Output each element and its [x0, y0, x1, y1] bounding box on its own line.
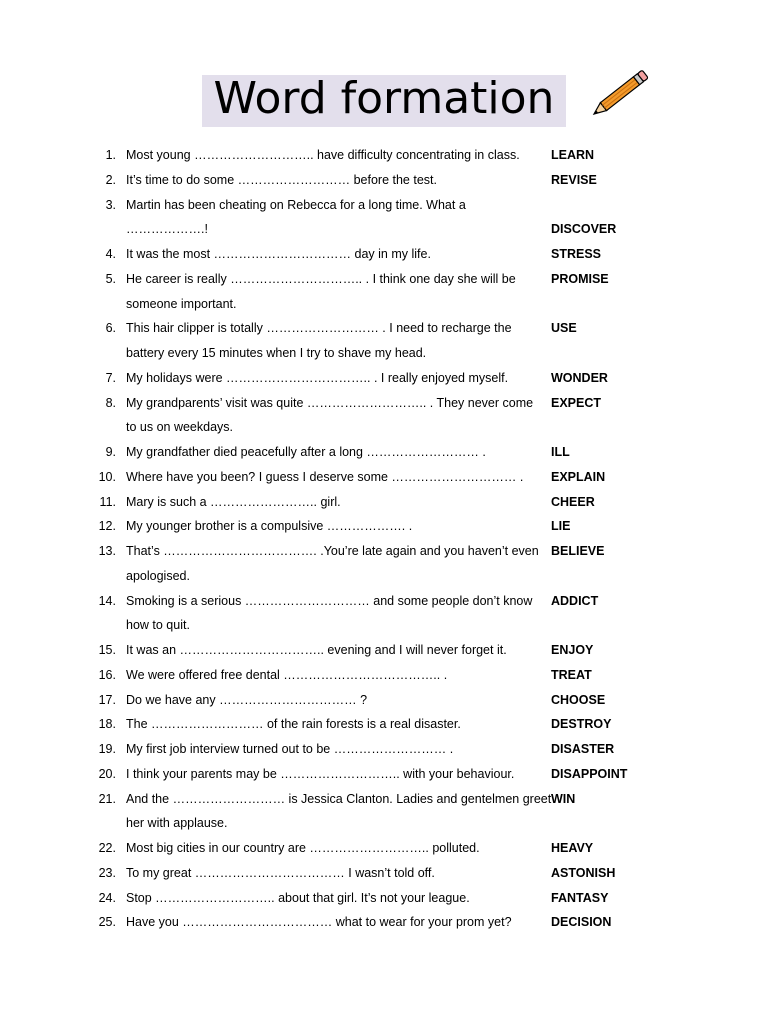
list-item	[0, 366, 768, 391]
list-item	[0, 861, 768, 886]
list-item	[0, 836, 768, 861]
item-number: 22.	[98, 841, 116, 855]
sentence-text: My holidays were …………………………….. . I really enjoyed myself.	[126, 370, 509, 385]
sentence-text: how to quit.	[126, 618, 190, 633]
sentence-text: apologised.	[126, 568, 190, 583]
item-number: 21.	[98, 791, 116, 806]
sentence-text: My first job interview turned out to be ……………………… .	[126, 742, 454, 756]
item-number: 3.	[105, 197, 116, 212]
title-highlight	[202, 75, 566, 127]
item-number: 16.	[98, 667, 116, 682]
sentence-text: That’s ………………………………. .You’re late again and you haven’t even	[126, 544, 539, 558]
list-item	[0, 688, 768, 713]
sentence-text: Have you ……………………………… what to wear for your prom yet?	[126, 915, 512, 930]
sentence-text: someone important.	[126, 296, 237, 311]
base-word: REVISE	[551, 172, 597, 187]
list-item	[0, 465, 768, 490]
pencil-icon	[588, 70, 652, 120]
list-item	[0, 762, 768, 787]
list-item	[0, 440, 768, 465]
base-word: CHOOSE	[551, 692, 606, 707]
base-word: ADDICT	[551, 593, 599, 608]
list-item	[0, 638, 768, 663]
base-word: ASTONISH	[551, 865, 616, 880]
list-item	[0, 663, 768, 688]
item-number: 11.	[99, 494, 116, 509]
item-number: 8.	[105, 395, 116, 410]
list-item	[0, 910, 768, 935]
base-word: LEARN	[551, 148, 595, 162]
list-item	[0, 217, 768, 242]
list-item	[0, 589, 768, 614]
item-number: 6.	[105, 321, 116, 336]
list-item	[0, 490, 768, 515]
item-number: 24.	[98, 890, 116, 905]
list-item	[0, 341, 768, 366]
list-item	[0, 193, 768, 218]
sentence-text: Do we have any …………………………… ?	[126, 692, 368, 707]
sentence-text: And the ……………………… is Jessica Clanton. Ladies and gentelmen greet	[126, 791, 552, 806]
base-word: CHEER	[551, 494, 595, 509]
sentence-text: Stop ……………………….. about that girl. It’s not your league.	[126, 890, 470, 905]
item-number: 13.	[98, 544, 116, 558]
item-number: 10.	[98, 469, 116, 484]
item-number: 9.	[105, 445, 116, 459]
sentence-text: battery every 15 minutes when I try to shave my head.	[126, 346, 427, 360]
item-number: 14.	[98, 593, 116, 608]
sentence-text: We were offered free dental ……………………………….. .	[126, 667, 448, 682]
exercise-list	[0, 143, 768, 935]
sentence-text: It’s time to do some ……………………… before the test.	[126, 172, 437, 187]
list-item	[0, 391, 768, 416]
sentence-text: Martin has been cheating on Rebecca for a long time. What a	[126, 197, 466, 212]
item-number: 25.	[98, 915, 116, 930]
base-word: FANTASY	[551, 890, 609, 905]
base-word: STRESS	[551, 247, 602, 261]
base-word: DESTROY	[551, 717, 612, 732]
sentence-text: This hair clipper is totally ……………………… . I need to recharge the	[126, 321, 512, 336]
sentence-text: It was an …………………………….. evening and I will never forget it.	[126, 643, 507, 657]
base-word: HEAVY	[551, 841, 594, 855]
item-number: 20.	[98, 766, 116, 781]
item-number: 12.	[98, 519, 116, 534]
sentence-text: ……………….!	[126, 222, 208, 237]
list-item	[0, 415, 768, 440]
sentence-text: Most big cities in our country are ……………………….. polluted.	[126, 841, 480, 855]
sentence-text: The ……………………… of the rain forests is a real disaster.	[126, 717, 461, 732]
list-item	[0, 712, 768, 737]
base-word: DISCOVER	[551, 222, 617, 237]
base-word: PROMISE	[551, 271, 609, 286]
sentence-text: To my great ……………………………… I wasn’t told off.	[126, 865, 435, 880]
base-word: EXPECT	[551, 395, 602, 410]
list-item	[0, 168, 768, 193]
list-item	[0, 242, 768, 267]
list-item	[0, 787, 768, 812]
base-word: EXPLAIN	[551, 469, 606, 484]
sentence-text: My younger brother is a compulsive ………………. .	[126, 519, 413, 534]
sentence-text: to us on weekdays.	[126, 420, 234, 435]
sentence-text: It was the most …………………………… day in my life.	[126, 247, 431, 261]
item-number: 1.	[105, 148, 116, 162]
list-item	[0, 514, 768, 539]
item-number: 2.	[105, 172, 116, 187]
item-number: 19.	[98, 742, 116, 756]
base-word: DISAPPOINT	[551, 766, 628, 781]
item-number: 7.	[105, 370, 116, 385]
sentence-text: He career is really ………………………….. . I think one day she will be	[126, 271, 516, 286]
list-item	[0, 267, 768, 292]
list-item	[0, 737, 768, 762]
base-word: WONDER	[551, 370, 608, 385]
list-item	[0, 316, 768, 341]
list-item	[0, 613, 768, 638]
list-item	[0, 292, 768, 317]
base-word: USE	[551, 321, 577, 336]
base-word: DECISION	[551, 915, 612, 930]
base-word: TREAT	[551, 667, 592, 682]
item-number: 18.	[98, 717, 116, 732]
base-word: LIE	[551, 519, 571, 534]
list-item	[0, 564, 768, 589]
list-item	[0, 811, 768, 836]
list-item	[0, 143, 768, 168]
list-item	[0, 886, 768, 911]
item-number: 15.	[98, 643, 116, 657]
sentence-text: My grandfather died peacefully after a long ……………………… .	[126, 445, 486, 459]
item-number: 17.	[98, 692, 116, 707]
item-number: 4.	[105, 247, 116, 261]
page-title: Word formation	[213, 73, 555, 124]
sentence-text: her with applause.	[126, 816, 228, 831]
sentence-text: Where have you been? I guess I deserve some ………………………… .	[126, 469, 524, 484]
base-word: ENJOY	[551, 643, 594, 657]
item-number: 5.	[105, 271, 116, 286]
list-item	[0, 539, 768, 564]
sentence-text: Most young ……………………….. have difficulty concentrating in class.	[126, 148, 520, 162]
base-word: WIN	[551, 791, 576, 806]
item-number: 23.	[98, 865, 116, 880]
base-word: BELIEVE	[551, 544, 605, 558]
base-word: ILL	[551, 445, 570, 459]
sentence-text: Smoking is a serious ………………………… and some people don’t know	[126, 593, 533, 608]
sentence-text: Mary is such a …………………….. girl.	[126, 494, 341, 509]
base-word: DISASTER	[551, 742, 615, 756]
sentence-text: I think your parents may be ……………………….. with your behaviour.	[126, 766, 515, 781]
sentence-text: My grandparents’ visit was quite ……………………….. . They never come	[126, 395, 534, 410]
